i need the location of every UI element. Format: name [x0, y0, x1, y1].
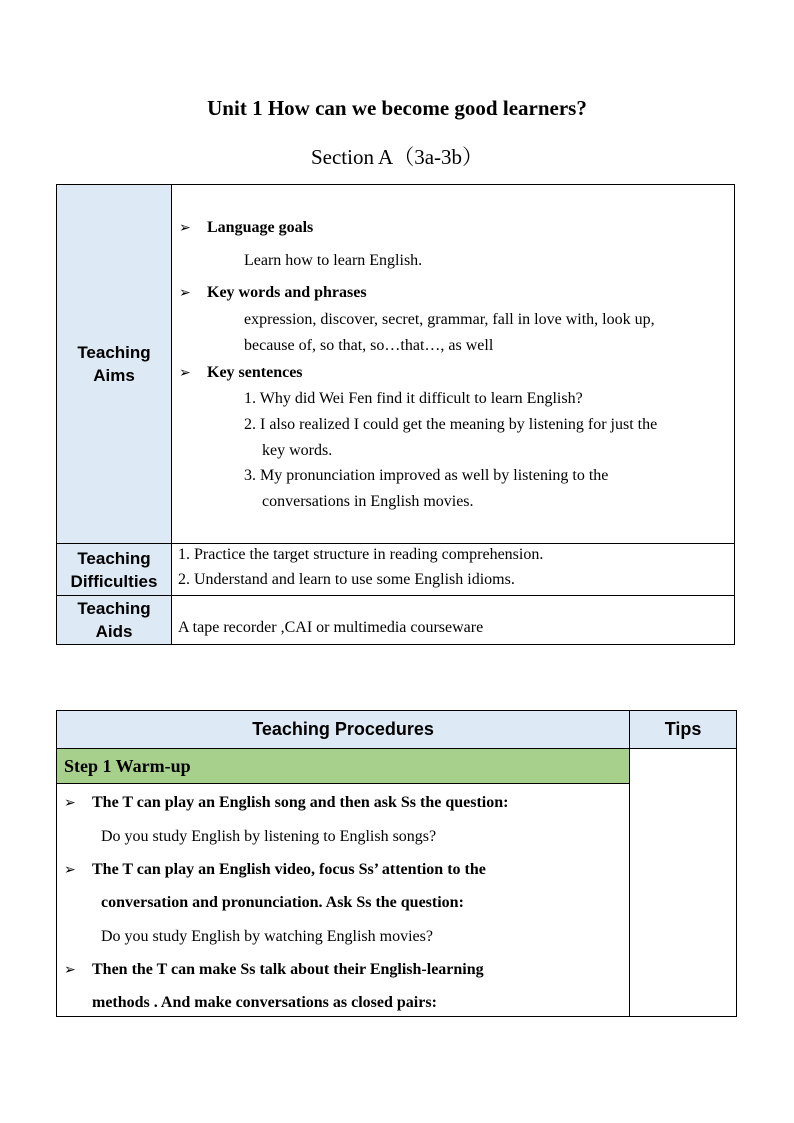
step1-body-cell: [57, 784, 630, 1017]
difficulties-label-cell: [57, 544, 172, 596]
language-goals-bullet: [179, 219, 313, 237]
arrow-bullet-icon: ➢: [179, 365, 191, 381]
arrow-bullet-icon: ➢: [64, 862, 76, 878]
aims-label-line2: Aims: [93, 366, 135, 385]
difficulty-2: 2. Understand and learn to use some English idioms.: [178, 571, 515, 588]
teaching-procedures-table: [56, 710, 737, 1017]
key-words-line1: expression, discover, secret, grammar, fall in love with, look up,: [244, 311, 655, 328]
aids-label-line1: Teaching: [77, 599, 151, 618]
language-goals-text: Learn how to learn English.: [244, 252, 423, 269]
warmup-bullet-2-line2: conversation and pronunciation. Ask Ss the question:: [101, 894, 464, 911]
warmup-bullet-2: [64, 861, 486, 879]
key-sentences-heading: Key sentences: [207, 364, 303, 381]
aids-text: A tape recorder ,CAI or multimedia courseware: [178, 619, 484, 636]
arrow-bullet-icon: ➢: [179, 285, 191, 301]
sentence-3-line2: conversations in English movies.: [262, 493, 474, 510]
tips-header: Tips: [630, 711, 737, 749]
warmup-bullet-3-line2: methods . And make conversations as closed pairs:: [92, 994, 437, 1011]
key-sentences-bullet: [179, 364, 303, 382]
sentence-3-line1: 3. My pronunciation improved as well by listening to the: [244, 467, 609, 484]
sentence-1: 1. Why did Wei Fen find it difficult to learn English?: [244, 390, 583, 407]
procedures-header: Teaching Procedures: [57, 711, 630, 749]
teaching-aims-table: [56, 184, 735, 645]
sentence-2-line2: key words.: [262, 442, 333, 459]
page-title: Unit 1 How can we become good learners?: [207, 96, 587, 120]
aims-label-cell: [57, 185, 172, 544]
warmup-question-1: Do you study English by listening to English songs?: [101, 828, 437, 845]
aims-content-cell: [172, 185, 735, 544]
warmup-bullet-2-text: The T can play an English video, focus Ss’ attention to the: [92, 861, 486, 878]
difficulties-content-cell: [172, 544, 735, 596]
aids-content-cell: [172, 596, 735, 645]
difficulties-label-line1: Teaching: [77, 548, 151, 568]
arrow-bullet-icon: ➢: [64, 962, 76, 978]
tips-cell: [630, 749, 737, 1017]
aims-label-line1: Teaching: [77, 343, 151, 362]
aids-label-line2: Aids: [95, 622, 133, 641]
page-subtitle: Section A（3a-3b）: [310, 145, 484, 169]
language-goals-heading: Language goals: [207, 219, 314, 236]
aids-label-cell: [57, 596, 172, 645]
arrow-bullet-icon: ➢: [179, 220, 191, 236]
key-words-heading: Key words and phrases: [207, 284, 367, 301]
warmup-bullet-1-text: The T can play an English song and then ask Ss the question:: [92, 794, 509, 811]
warmup-bullet-1: [64, 794, 508, 812]
arrow-bullet-icon: ➢: [64, 795, 76, 811]
step1-heading: Step 1 Warm-up: [57, 749, 630, 784]
warmup-question-2: Do you study English by watching English movies?: [101, 928, 433, 945]
difficulty-1: 1. Practice the target structure in reading comprehension.: [178, 546, 544, 563]
warmup-bullet-3: [64, 961, 484, 979]
difficulties-label-line2: Difficulties: [70, 571, 158, 591]
sentence-2-line1: 2. I also realized I could get the meaning by listening for just the: [244, 416, 658, 433]
key-words-bullet: [179, 284, 367, 302]
warmup-bullet-3-text: Then the T can make Ss talk about their English-learning: [92, 961, 484, 978]
key-words-line2: because of, so that, so…that…, as well: [244, 337, 494, 354]
